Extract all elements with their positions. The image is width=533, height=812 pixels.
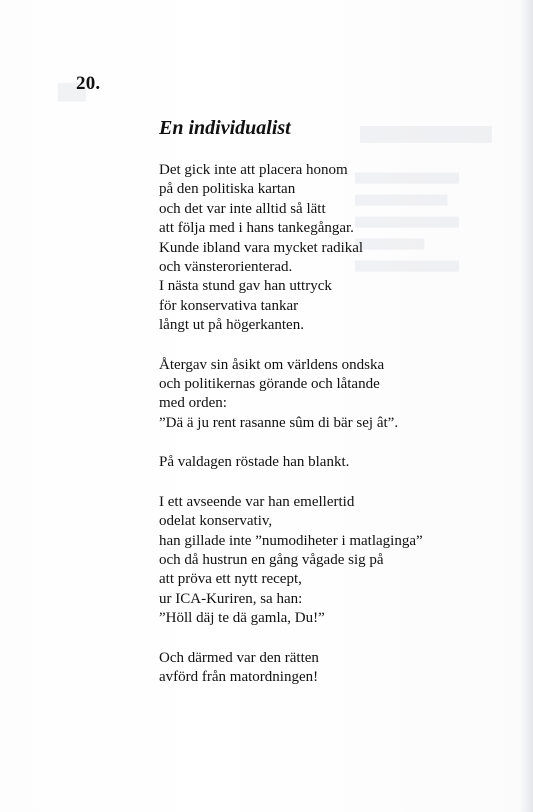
stanza-1 [159, 161, 489, 336]
poem-line: ”Höll däj te dä gamla, Du!” [159, 610, 325, 627]
poem-line: på den politiska kartan [159, 181, 296, 198]
poem-line: ”Dä ä ju rent rasanne sûm di bär sej ât”. [159, 414, 399, 431]
poem-line: att följa med i hans tankegångar. [159, 220, 354, 237]
poem-title: En individualist [159, 117, 291, 139]
poem-line: avförd från matordningen! [159, 668, 319, 685]
poem-line: Det gick inte att placera honom [159, 162, 348, 178]
poem-line: långt ut på högerkanten. [159, 317, 304, 334]
poem-line: I nästa stund gav han uttryck [159, 278, 332, 295]
bleed-through-mark: ▇▇ [58, 81, 86, 101]
bleed-through-mark: ▆▆▆▆▆▆▆▆▆ [360, 122, 492, 143]
poem-line: för konservativa tankar [159, 297, 299, 314]
bleed-through-mark: ▅▅▅▅▅▅▅▅▅ ▅▅▅▅▅▅▅▅ ▅▅▅▅▅▅▅▅▅ ▅▅▅▅▅▅ ▅▅▅▅▅▅▅▅▅ [355, 168, 459, 272]
poem-body [159, 161, 489, 707]
poem-line: I ett avseende var han emellertid [159, 493, 355, 510]
stanza-3 [159, 453, 489, 472]
poem-line: han gillade inte ”numodiheter i matlaginga” [159, 532, 423, 549]
poem-line: och politikernas görande och låtande [159, 376, 380, 393]
poem-line: med orden: [159, 395, 227, 412]
stanza-4 [159, 493, 489, 629]
page-number: 20. [76, 73, 101, 94]
poem-line: och då hustrun en gång vågade sig på [159, 551, 384, 568]
poem-line: odelat konservativ, [159, 513, 273, 530]
stanza-2 [159, 356, 489, 434]
poem-line: Och därmed var den rätten [159, 649, 319, 666]
stanza-5 [159, 649, 489, 688]
poem-line: På valdagen röstade han blankt. [159, 454, 350, 471]
poem-line: att pröva ett nytt recept, [159, 571, 302, 588]
poem-line: och vänsterorienterad. [159, 259, 293, 276]
poem-line: ur ICA-Kuriren, sa han: [159, 590, 303, 607]
page-edge-shadow [519, 0, 533, 812]
poem-line: Återgav sin åsikt om världens ondska [159, 356, 385, 373]
poem-line: Kunde ibland vara mycket radikal [159, 239, 364, 256]
poem-line: och det var inte alltid så lätt [159, 200, 326, 217]
